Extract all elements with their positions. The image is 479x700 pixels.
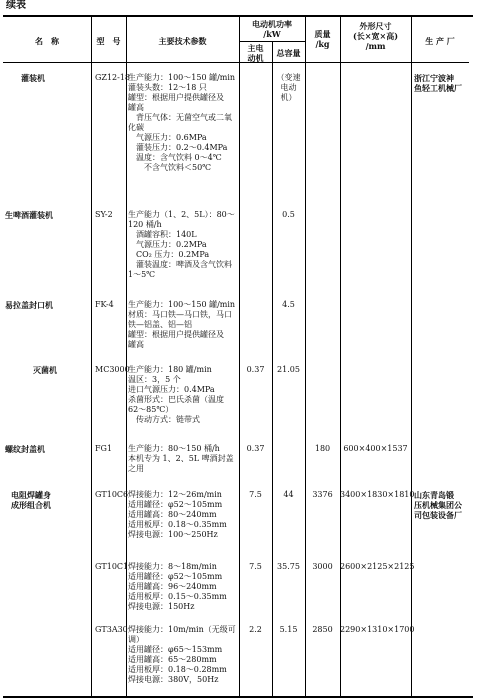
header-mass-l1: 质量 [314, 29, 331, 39]
param-line: 酒罐容积：140L [128, 230, 197, 239]
row7-params [128, 625, 236, 685]
row0-total-l1: （变速 [276, 73, 301, 82]
param-line: 适用罐径：φ52～105mm [128, 572, 223, 581]
row5-name [11, 490, 51, 510]
row0-model: GZ12-18 [95, 73, 131, 82]
row0-total [272, 73, 305, 103]
row0-maker-l1: 浙江宁波神 [414, 73, 454, 83]
param-line: 气源压力：0.6MPa [128, 133, 207, 142]
row5-params [128, 490, 227, 540]
row4-name: 螺纹封盖机 [5, 444, 45, 454]
row1-params [128, 210, 235, 280]
param-line: 适用罐高：96～240mm [128, 582, 217, 591]
equipment-table [3, 15, 473, 698]
row5-maker-l2: 压机械集团公 [414, 500, 462, 510]
param-line: 62～85℃） [128, 405, 174, 414]
header-mass-l2: /kg [315, 39, 330, 49]
row5-model: GT10C6 [95, 490, 129, 499]
param-line: 生产能力：180 罐/min [128, 365, 212, 374]
param-line: 温度：含气饮料 0～4℃ [128, 153, 222, 162]
param-line: 灌装温度：啤酒及含气饮料 [128, 260, 232, 269]
param-line: 杀菌形式：巴氏杀菌（温度 [128, 395, 224, 404]
row0-params [128, 73, 235, 173]
param-line: 焊接电源：100～250Hz [128, 530, 218, 539]
param-line: CO₂ 压力：0.2MPa [128, 250, 210, 259]
col-rule-6 [340, 17, 341, 698]
param-line: 铁—铝盖、铝—铝 [128, 320, 192, 329]
param-line: 适用罐径：φ65～153mm [128, 645, 223, 654]
param-line: 罐型：根据用户提供罐径及 [128, 330, 224, 339]
col-rule-5 [305, 17, 306, 698]
param-line: 生产能力：100～150 罐/min [128, 300, 236, 309]
header-dims [340, 21, 411, 51]
row5-maker-l3: 司包装设备厂 [414, 510, 462, 520]
row0-maker [414, 73, 462, 93]
row0-total-l3: 机） [280, 93, 297, 102]
row2-model: FK-4 [95, 300, 114, 309]
row4-params [128, 444, 234, 474]
row3-total: 21.05 [277, 365, 300, 374]
param-line: 焊接能力：10m/min（无级可 [128, 625, 236, 634]
header-total: 总容量 [276, 48, 301, 58]
param-line: 罐高 [128, 340, 144, 349]
row7-mass: 2850 [312, 625, 333, 634]
row6-dims: 2600×2125×2125 [340, 562, 415, 571]
param-line: 不含气饮料＜50℃ [128, 163, 212, 172]
row0-maker-l2: 鱼轻工机械厂 [414, 83, 462, 93]
row4-main-motor: 0.37 [246, 444, 265, 453]
row4-dims: 600×400×1537 [343, 444, 408, 453]
row6-mass: 3000 [312, 562, 333, 571]
row7-main-motor: 2.2 [249, 625, 262, 634]
param-line: 适用罐高：80～240mm [128, 510, 217, 519]
param-line: 适用罐高：65～280mm [128, 655, 217, 664]
param-line: 生产能力：80～150 桶/h [128, 444, 220, 453]
col-rule-3 [239, 17, 240, 698]
row7-total: 5.15 [279, 625, 298, 634]
param-line: 焊接能力：12～26m/min [128, 490, 222, 499]
row6-model: GT10C1 [95, 562, 129, 571]
header-mass [305, 29, 340, 49]
param-line: 适用板厚：0.18～0.28mm [128, 665, 227, 674]
header-main-motor [239, 43, 272, 63]
col-rule-1 [91, 17, 92, 698]
param-line: 生产能力：100～150 罐/min [128, 73, 236, 82]
row1-name: 生啤酒灌装机 [5, 210, 53, 220]
param-line: 灌装头数：12～18 只 [128, 83, 207, 92]
param-line: 适用罐径：φ52～105mm [128, 500, 223, 509]
param-line: 材质：马口铁—马口铁，马口 [128, 310, 232, 319]
header-model: 型 号 [96, 36, 121, 46]
row0-name: 灌装机 [21, 73, 45, 83]
header-name: 名 称 [35, 36, 59, 46]
row7-dims: 2290×1310×1700 [340, 625, 415, 634]
param-line: 化碳 [128, 123, 144, 132]
param-line: 焊接电源：380V，50Hz [128, 675, 219, 684]
row2-name: 易拉盖封口机 [5, 300, 53, 310]
row3-name: 灭菌机 [33, 365, 57, 375]
row4-model: FG1 [95, 444, 113, 453]
header-dims-l1: 外形尺寸 [359, 21, 392, 31]
row6-main-motor: 7.5 [249, 562, 262, 571]
row3-main-motor: 0.37 [246, 365, 265, 374]
continued-caption: 续表 [6, 0, 26, 11]
param-line: 120 桶/h [128, 220, 162, 229]
header-dims-l2: (长×宽×高) [353, 31, 398, 41]
header-main-motor-l2: 动机 [247, 53, 264, 63]
param-line: 之用 [128, 464, 144, 473]
param-line: 本机专为 1、2、5L 啤酒封盖 [128, 454, 234, 463]
row4-mass: 180 [314, 444, 331, 453]
param-line: 温区：3，5 个 [128, 375, 181, 384]
header-power-line1: 电动机功率 [252, 19, 292, 29]
header-maker: 生 产 厂 [425, 36, 455, 46]
row3-params [128, 365, 224, 425]
param-line: 生产能力（1、2、5L）：80～ [128, 210, 235, 219]
header-power [239, 19, 305, 39]
param-line: 适用板厚：0.18～0.35mm [128, 520, 227, 529]
param-line: 进口气源压力：0.4MPa [128, 385, 215, 394]
param-line: 罐型：根据用户提供罐径及 [128, 93, 224, 102]
header-dims-l3: /mm [365, 41, 386, 51]
param-line: 调） [128, 635, 144, 644]
row5-main-motor: 7.5 [249, 490, 262, 499]
row5-total: 44 [283, 490, 294, 499]
param-line: 1～5℃ [128, 270, 156, 279]
row5-dims: 3400×1830×1810 [340, 490, 415, 499]
param-line: 罐高 [128, 103, 144, 112]
param-line: 焊接电源：150Hz [128, 602, 195, 611]
param-line: 传动方式：链带式 [128, 415, 200, 424]
header-power-line2: /kW [263, 29, 281, 39]
row6-params [128, 562, 227, 612]
row1-total: 0.5 [282, 210, 295, 219]
row7-model: GT3A30 [95, 625, 128, 634]
header-params: 主要技术参数 [158, 36, 207, 46]
row5-name-l1: 电阻焊罐身 [11, 490, 51, 500]
row1-model: SY-2 [95, 210, 113, 219]
param-line: 灌装压力：0.2～0.4MPa [128, 143, 228, 152]
col-rule-7 [411, 17, 412, 698]
param-line: 气源压力：0.2MPa [128, 240, 207, 249]
row2-total: 4.5 [282, 300, 295, 309]
param-line: 适用板厚：0.15～0.35mm [128, 592, 227, 601]
row5-mass: 3376 [312, 490, 333, 499]
row2-params [128, 300, 235, 350]
row5-maker-l1: 山东青岛锻 [414, 490, 454, 500]
param-line: 背压气体：无菌空气或二氧 [128, 113, 232, 122]
header-bottom-rule [3, 62, 469, 63]
header-main-motor-l1: 主电 [247, 43, 264, 53]
param-line: 焊接能力：8～18m/min [128, 562, 217, 571]
row3-model: MC3000 [95, 365, 130, 374]
col-rule-2 [126, 17, 127, 698]
row5-name-l2: 成形组合机 [11, 500, 51, 510]
row6-total: 35.75 [277, 562, 300, 571]
row5-maker [414, 490, 462, 520]
row0-total-l2: 电动 [280, 83, 297, 92]
